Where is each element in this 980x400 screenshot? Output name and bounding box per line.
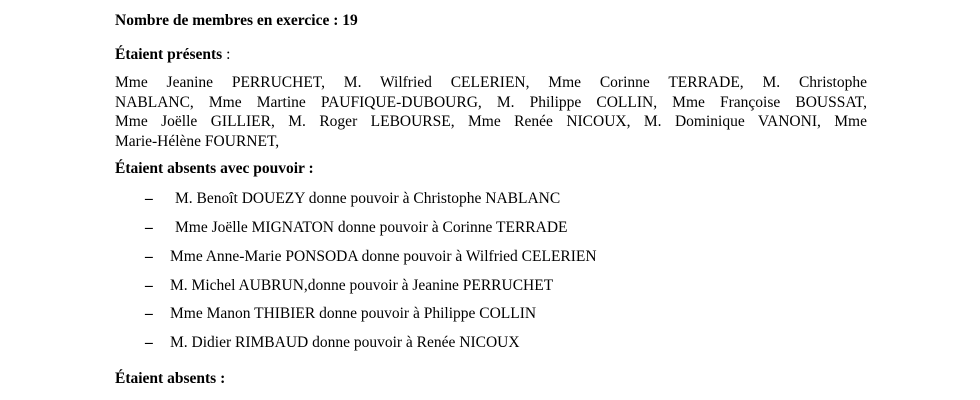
proxy-item-3	[145, 248, 597, 266]
present-line-3: Mme Joëlle GILLIER, M. Roger LEBOURSE, Mme Renée NICOUX, M. Dominique VANONI, Mme	[115, 113, 867, 130]
dash-bullet: –	[145, 219, 153, 236]
members-count-line	[115, 12, 358, 30]
proxy-item-1	[145, 190, 560, 208]
proxy-item-6	[145, 334, 520, 352]
present-heading	[115, 46, 230, 64]
absent-proxy-heading: Étaient absents avec pouvoir :	[115, 160, 314, 177]
proxy-text: M. Benoît DOUEZY donne pouvoir à Christophe NABLANC	[175, 190, 561, 207]
proxy-text: Mme Joëlle MIGNATON donne pouvoir à Corinne TERRADE	[175, 219, 568, 236]
present-line-4: Marie-Hélène FOURNET,	[115, 132, 280, 150]
dash-bullet: –	[145, 305, 153, 322]
proxy-text: Mme Manon THIBIER donne pouvoir à Philippe COLLIN	[170, 305, 537, 322]
proxy-text: Mme Anne-Marie PONSODA donne pouvoir à Wilfried CELERIEN	[170, 248, 597, 265]
absent-heading: Étaient absents :	[115, 370, 226, 387]
dash-bullet: –	[145, 190, 153, 207]
present-list	[115, 73, 867, 151]
dash-bullet: –	[145, 277, 153, 294]
present-line-1: Mme Jeanine PERRUCHET, M. Wilfried CELERIEN, Mme Corinne TERRADE, M. Christophe	[115, 74, 867, 91]
proxy-item-2	[145, 219, 567, 237]
present-line-2: NABLANC, Mme Martine PAUFIQUE-DUBOURG, M. Philippe COLLIN, Mme Françoise BOUSSAT,	[115, 93, 867, 111]
proxy-text: M. Didier RIMBAUD donne pouvoir à Renée NICOUX	[170, 334, 520, 351]
members-count-value: 19	[342, 12, 358, 29]
proxy-text: M. Michel AUBRUN,donne pouvoir à Jeanine PERRUCHET	[170, 277, 554, 294]
proxy-item-4	[145, 277, 553, 295]
dash-bullet: –	[145, 248, 153, 265]
members-count-label: Nombre de membres en exercice :	[115, 12, 339, 29]
dash-bullet: –	[145, 334, 153, 351]
present-title-suffix: :	[222, 46, 231, 63]
proxy-item-5	[145, 305, 536, 323]
present-title: Étaient présents	[115, 46, 223, 63]
